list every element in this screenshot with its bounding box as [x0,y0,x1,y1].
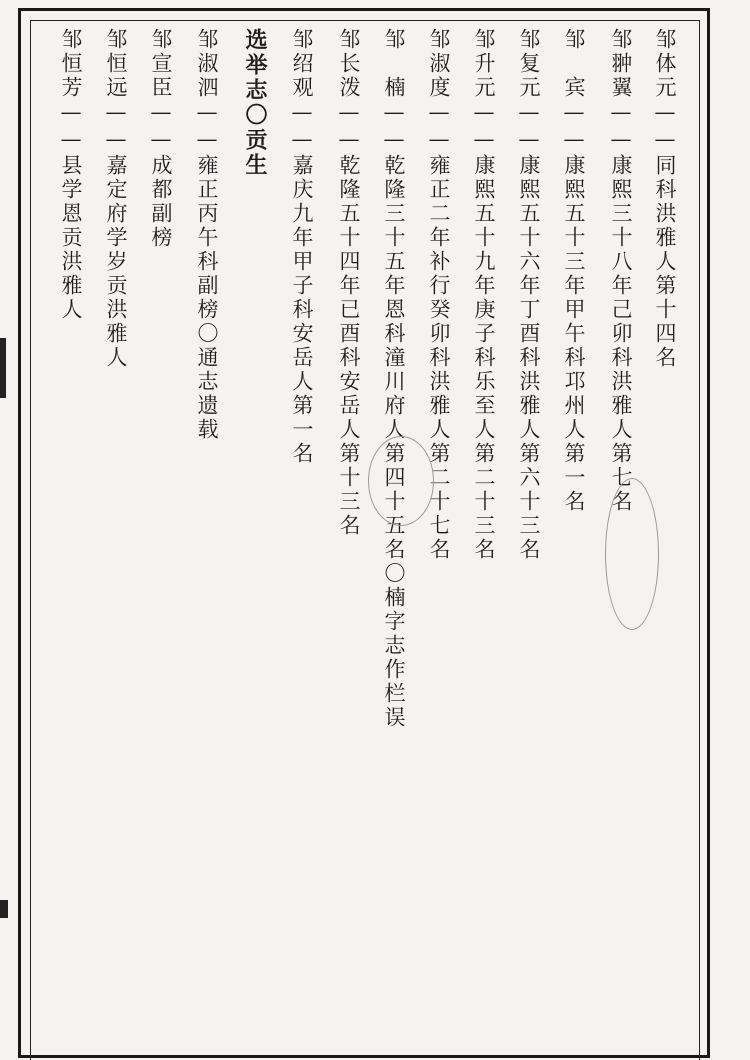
entry-zou-changpo: 邹长泼——乾隆五十四年已酉科安岳人第十三名 [337,28,361,538]
entry-zou-fuyuan: 邹复元——康熙五十六年丁酉科洪雅人第六十三名 [517,28,541,562]
entry-zou-chongyi: 邹翀翼——康熙三十八年己卯科洪雅人第七名 [609,28,633,514]
binding-mark-upper [0,338,6,398]
entry-zou-tiyuan: 邹体元——同科洪雅人第十四名 [653,28,677,370]
section-heading: 选举志〇贡生 [242,28,267,178]
entry-zou-hengfang: 邹恒芳——县学恩贡洪雅人 [59,28,83,322]
binding-mark-lower [0,900,8,918]
entry-zou-shaoguan: 邹绍观——嘉庆九年甲子科安岳人第一名 [290,28,314,466]
entry-zou-hengyuan: 邹恒远——嘉定府学岁贡洪雅人 [104,28,128,370]
entry-zou-nan: 邹 楠——乾隆三十五年恩科潼川府人第四十五名〇楠字志作栏误 [382,28,406,730]
pencil-annotation-circle [605,478,659,630]
text-frame [30,20,700,1060]
entry-zou-shusi: 邹淑泗——雍正丙午科副榜〇通志遗载 [195,28,219,442]
entry-zou-shudu: 邹淑度——雍正二年补行癸卯科洪雅人第二十七名 [427,28,451,562]
entry-zou-shengyuan: 邹升元——康熙五十九年庚子科乐至人第二十三名 [472,28,496,562]
entry-zou-xuanchen: 邹宣臣——成都副榜 [149,28,173,250]
entry-zou-bin: 邹 宾——康熙五十三年甲午科邛州人第一名 [562,28,586,514]
pencil-annotation-circle [368,436,434,526]
